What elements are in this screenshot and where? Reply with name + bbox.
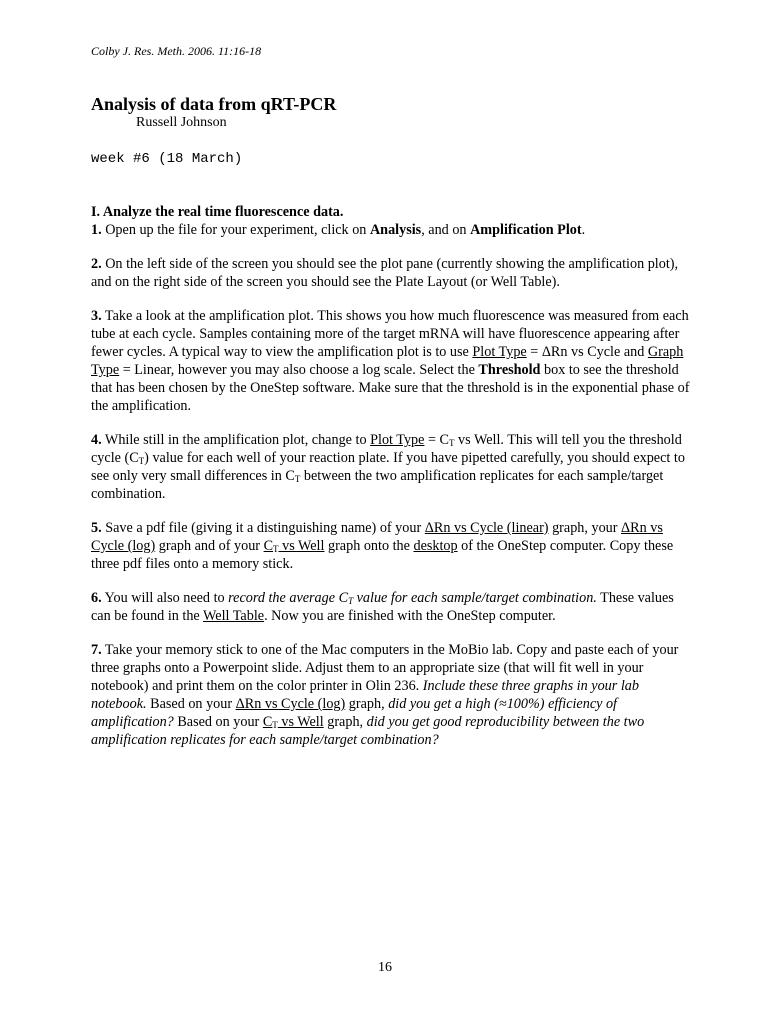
step-4: 4. While still in the amplification plot, change to Plot Type = $C_T$ vs Well. This will tell you the threshold cycle $(C_T)$ value for each well of your reaction plate. If you have pipetted carefully, you should expect to see only very small differences in $C_T$ between the two amplification replicates for each sample/target combination. xyxy=(91,432,685,502)
step-3: 3. Take a look at the amplification plot. This shows you how much fluorescence was measured from each tube at each cycle. Samples containing more of the target mRNA will have fluorescence appearing after fewer cycles. A typical way to view the amplification plot is to use Plot Type = ΔRn vs Cycle and Graph Type = Linear, however you may also choose a log scale. Select the Threshold box to see the threshold that has been chosen by the OneStep software. Make sure that the threshold is in the exponential phase of the amplification. xyxy=(91,308,690,414)
document-title: Analysis of data from qRT-PCR xyxy=(91,94,337,114)
step-7: 7. Take your memory stick to one of the Mac computers in the MoBio lab. Copy and paste each of your three graphs onto a Powerpoint slide. Adjust them to an appropriate size (that will fit well in your notebook) and print them on the color printer in Olin 236. Include these three graphs in your lab notebook. Based on your ΔRn vs Cycle (log) graph, did you get a high (≈100%) efficiency of amplification? Based on your $C_T$ vs Well graph, did you get good reproducibility between the two amplification replicates for each sample/target combination? xyxy=(91,642,679,748)
step-2: 2. On the left side of the screen you should see the plot pane (currently showing the amplification plot), and on the right side of the screen you should see the Plate Layout (or Well Table). xyxy=(91,256,679,290)
page-number: 16 xyxy=(378,960,392,975)
week-label: week #6 (18 March) xyxy=(91,151,243,167)
document-body xyxy=(91,203,691,765)
step-6: 6. You will also need to record the average $C_T$ value for each sample/target combination. These values can be found in the Well Table. Now you are finished with the OneStep computer. xyxy=(91,590,674,624)
running-header: Colby J. Res. Meth. 2006. 11:16-18 xyxy=(91,44,262,58)
author-name: Russell Johnson xyxy=(136,115,227,130)
section-heading: I. Analyze the real time fluorescence data. xyxy=(91,204,344,220)
step-1: 1. Open up the file for your experiment, click on Analysis, and on Amplification Plot. xyxy=(91,222,586,238)
step-5: 5. Save a pdf file (giving it a distinguishing name) of your ΔRn vs Cycle (linear) graph, your ΔRn vs Cycle (log) graph and of your $C_T$ vs Well graph onto the desktop of the OneStep computer. Copy these three pdf files onto a memory stick. xyxy=(91,520,674,572)
